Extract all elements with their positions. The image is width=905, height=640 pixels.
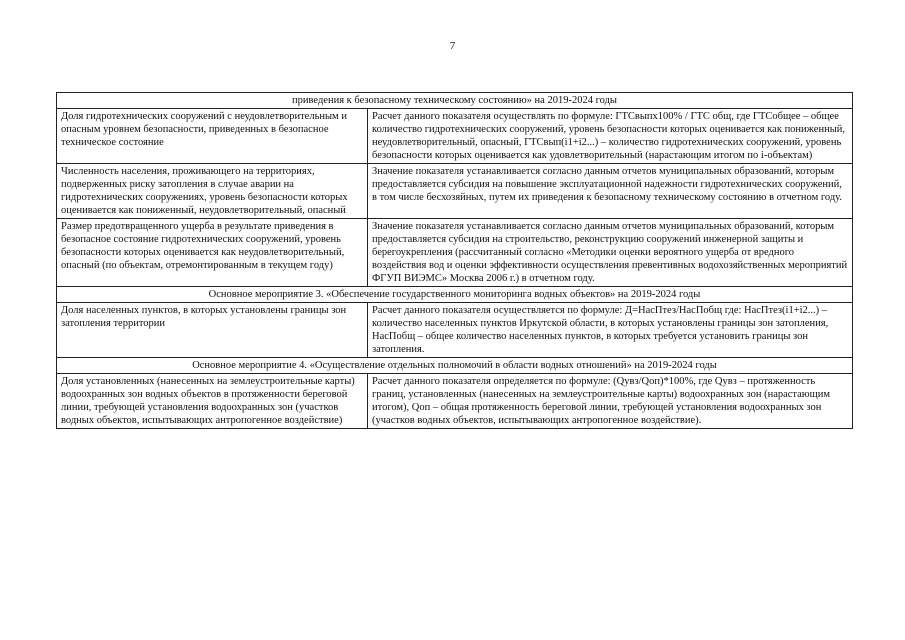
section-header-row [57, 93, 853, 109]
section-title: Основное мероприятие 4. «Осуществление отдельных полномочий в области водных отношений» на 2019-2024 годы [57, 358, 853, 374]
method-cell: Расчет данного показателя определяется по формуле: (Qувз/Qоп)*100%, где Qувз – протяженность границ, установленных (нанесенных на землеустроительные карты) водоохранных зон (нарастающим итогом), Qоп – общая протяженность береговой линии, требующей установления водоохранных зон (участков водных объектов, испытывающих антропогенное воздействие). [368, 374, 853, 429]
method-cell: Расчет данного показателя осуществляется по формуле: Д=НасПтез/НасПобщ где: НасПтез(i1+i2...) – количество населенных пунктов Иркутской области, в которых установлены границы зон затопления, НасПобщ – общее количество населенных пунктов, в которых требуется установить границы зон затопления. [368, 303, 853, 358]
method-cell: Значение показателя устанавливается согласно данным отчетов муниципальных образований, которым предоставляется субсидия на строительство, реконструкцию сооружений инженерной защиты и берегоукрепления (рассчитанный согласно «Методики оценки вероятного ущерба от вредного воздействия вод и оценки эффективности осуществления превентивных водохозяйственных мероприятий ФГУП ВИЭМС» Москва 2006 г.) в отчетном году. [368, 219, 853, 287]
section-title: Основное мероприятие 3. «Обеспечение государственного мониторинга водных объектов» на 2019-2024 годы [57, 287, 853, 303]
section-header-row [57, 358, 853, 374]
page-number: 7 [449, 40, 456, 52]
indicator-cell: Численность населения, проживающего на территориях, подверженных риску затопления в случае аварии на гидротехнических сооружениях, уровень безопасности которых оценивается как пониженный, неудовлетворительный, опасный [57, 164, 368, 219]
indicators-table [56, 92, 853, 429]
indicator-cell: Доля населенных пунктов, в которых установлены границы зон затопления территории [57, 303, 368, 358]
table-row [57, 219, 853, 287]
table-row [57, 374, 853, 429]
method-cell: Расчет данного показателя осуществлять по формуле: ГТСвыпх100% / ГТС общ, где ГТСобщее – общее количество гидротехнических сооружений, уровень безопасности которых оценивается как пониженный, неудовлетворительный, опасный, ГТСвып(i1+i2...) – количество гидротехнических сооружений, уровень безопасности которых оценивается как удовлетворительный (нарастающим итогом по i-объектам) [368, 109, 853, 164]
indicator-cell: Доля гидротехнических сооружений с неудовлетворительным и опасным уровнем безопасности, приведенных в безопасное техническое состояние [57, 109, 368, 164]
table-row [57, 303, 853, 358]
table-row [57, 164, 853, 219]
method-cell: Значение показателя устанавливается согласно данным отчетов муниципальных образований, которым предоставляется субсидия на повышение эксплуатационной надежности гидротехнических сооружений, в том числе бесхозяйных, путем их приведения к безопасному техническому состоянию в отчетном году. [368, 164, 853, 219]
table-row [57, 109, 853, 164]
section-header-row [57, 287, 853, 303]
indicator-cell: Размер предотвращенного ущерба в результате приведения в безопасное состояние гидротехнических сооружений, уровень безопасности которых оценивается как неудовлетворительный, опасный (по объектам, отремонтированным в текущем году) [57, 219, 368, 287]
indicator-cell: Доля установленных (нанесенных на землеустроительные карты) водоохранных зон водных объектов в протяженности береговой линии, требующей установления водоохранных зон (участков водных объектов, испытывающих антропогенное воздействие) [57, 374, 368, 429]
section-title: приведения к безопасному техническому состоянию» на 2019-2024 годы [57, 93, 853, 109]
